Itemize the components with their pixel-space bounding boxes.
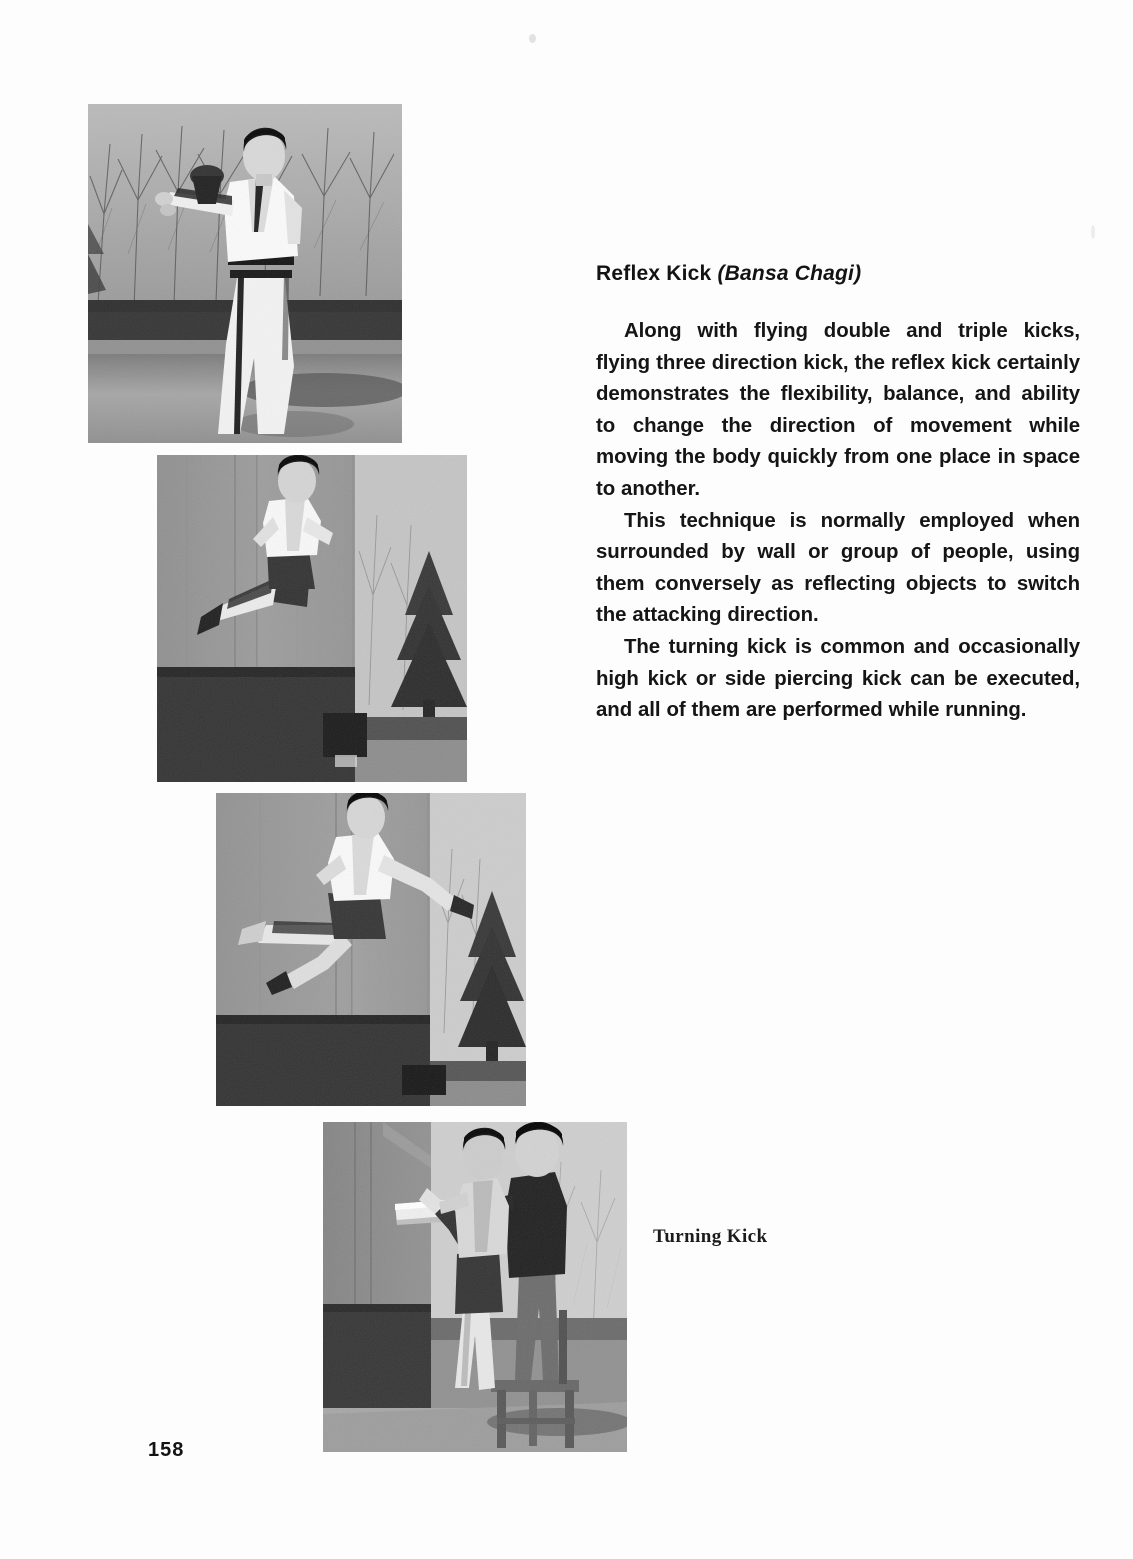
body-paragraph-1: Along with flying double and triple kicks, flying three direction kick, the reflex kick certainly demonstrates the flexibility, balance, and ability to change the direction of movement while moving the body quickly from one place in space to another. bbox=[596, 320, 1080, 500]
section-title-english: Reflex Kick bbox=[596, 262, 712, 285]
figure-photo-flying-side-kick-extended bbox=[216, 793, 526, 1106]
body-paragraph-2: This technique is normally employed when surrounded by wall or group of people, using them conversely as reflecting objects to switch the attacking direction. bbox=[596, 509, 1080, 627]
section-title-romanized: (Bansa Chagi) bbox=[717, 262, 862, 285]
scan-artifact-edge-mark bbox=[1091, 225, 1095, 239]
figure-caption: Turning Kick bbox=[653, 1226, 768, 1247]
body-paragraph-3: The turning kick is common and occasionally high kick or side piercing kick can be executed, and all of them are performed while running. bbox=[596, 635, 1080, 722]
figure-photo-turning-kick-board-break bbox=[323, 1122, 627, 1452]
figure-photo-standing-guard bbox=[88, 104, 402, 443]
scan-artifact-speck bbox=[529, 34, 536, 43]
page-number: 158 bbox=[148, 1439, 185, 1461]
figure-photo-flying-kick-tucked bbox=[157, 455, 467, 782]
text-column bbox=[596, 262, 1080, 727]
page-title bbox=[596, 262, 1080, 286]
